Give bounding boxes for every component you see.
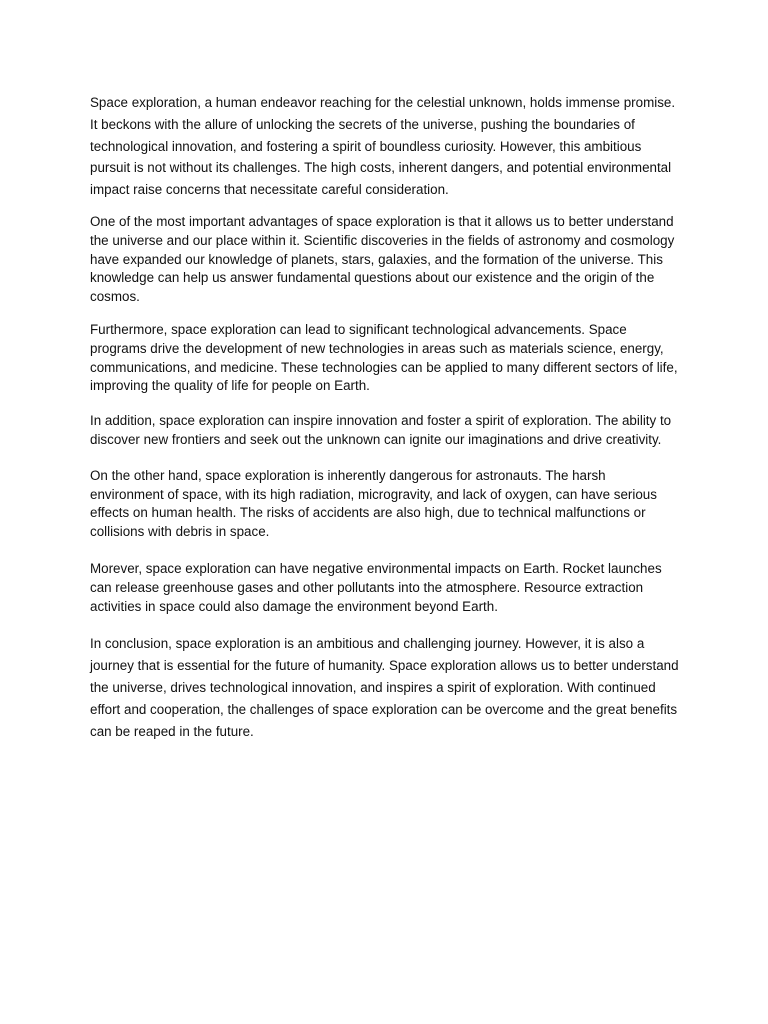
paragraph-dangers: On the other hand, space exploration is inherently dangerous for astronauts. The harsh environment of space, with its high radiation, microgravity, and lack of oxygen, can have serious effects on human health. The risks of accidents are also high, due to technical malfunctions or collisions with debris in space. [90, 467, 657, 540]
paragraph-introduction: Space exploration, a human endeavor reaching for the celestial unknown, holds immense promise. It beckons with the allure of unlocking the secrets of the universe, pushing the boundaries of technological innovation, and fostering a spirit of boundless curiosity. However, this ambitious pursuit is not without its challenges. The high costs, inherent dangers, and potential environmental impact raise concerns that necessitate careful consideration. [90, 95, 676, 198]
document-body [90, 92, 682, 742]
paragraph-understanding-universe: One of the most important advantages of space exploration is that it allows us to better understand the universe and our place within it. Scientific discoveries in the fields of astronomy and cosmology have expanded our knowledge of planets, stars, galaxies, and the formation of the universe. This knowledge can help us answer fundamental questions about our existence and the origin of the cosmos. [90, 213, 675, 305]
paragraph-conclusion: In conclusion, space exploration is an ambitious and challenging journey. However, it is also a journey that is essential for the future of humanity. Space exploration allows us to better understand the universe, drives technological innovation, and inspires a spirit of exploration. With continued effort and cooperation, the challenges of space exploration can be overcome and the great benefits can be reaped in the future. [90, 636, 679, 739]
paragraph-inspiration: In addition, space exploration can inspire innovation and foster a spirit of exploration. The ability to discover new frontiers and seek out the unknown can ignite our imaginations and drive creativity. [90, 413, 672, 447]
paragraph-technological-advancements: Furthermore, space exploration can lead to significant technological advancements. Space programs drive the development of new technologies in areas such as materials science, energy, communications, and medicine. These technologies can be applied to many different sectors of life, improving the quality of life for people on Earth. [90, 321, 678, 394]
paragraph-environmental-impacts: Morever, space exploration can have negative environmental impacts on Earth. Rocket launches can release greenhouse gases and other pollutants into the atmosphere. Resource extraction activities in space could also damage the environment beyond Earth. [90, 560, 662, 614]
